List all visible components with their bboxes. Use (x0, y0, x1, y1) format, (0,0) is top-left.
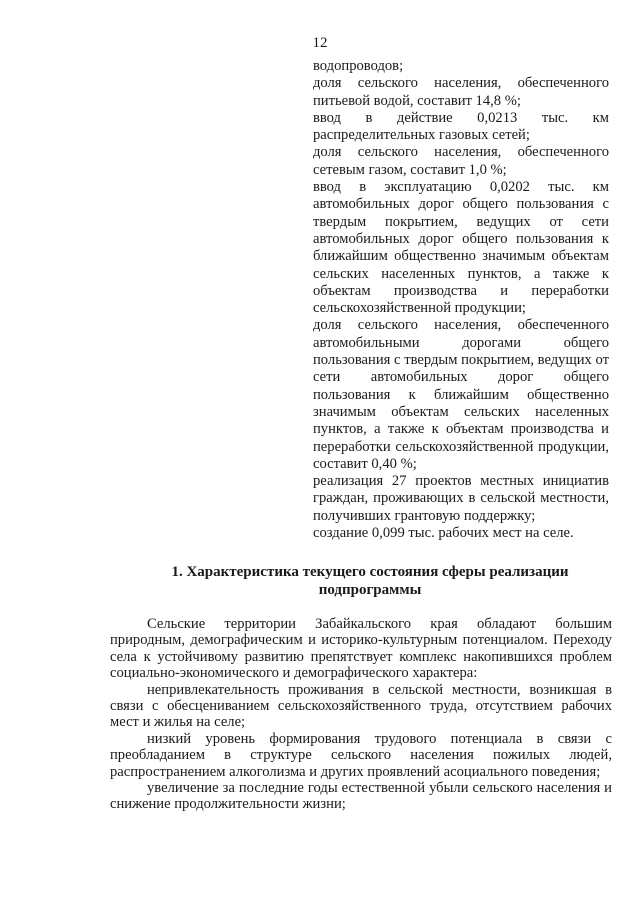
section-heading-line: 1. Характеристика текущего состояния сферы реализации (171, 564, 569, 580)
list-item: доля сельского населения, обеспеченного автомобильными дорогами общего пользования с твердым покрытием, ведущих от сети автомобильных дорог общего пользования к ближайшим общественно значимым объектам сельских населенных пунктов, а также к объектам производства и переработки сельскохозяйственной продукции, составит 0,40 %; (313, 317, 609, 472)
list-item: доля сельского населения, обеспеченного сетевым газом, составит 1,0 %; (313, 144, 609, 178)
list-item: создание 0,099 тыс. рабочих мест на селе. (313, 525, 574, 542)
body-paragraph: низкий уровень формирования трудового потенциала в связи с преобладанием в структуре сельского населения пожилых людей, распространением алкоголизма и других проявлений асоциального поведения; (110, 730, 612, 780)
body-paragraph: увеличение за последние годы естественной убыли сельского населения и снижение продолжительности жизни; (110, 780, 612, 813)
body-paragraph: непривлекательность проживания в сельской местности, возникшая в связи с обесцениванием сельскохозяйственного труда, отсутствием рабочих мест и жилья на селе; (110, 681, 612, 731)
page-number: 12 (312, 35, 328, 51)
section-heading (110, 563, 630, 599)
list-item: водопроводов; (313, 58, 404, 74)
list-item: доля сельского населения, обеспеченного питьевой водой, составит 14,8 %; (313, 75, 609, 109)
section-heading-line: подпрограммы (318, 582, 422, 598)
body-paragraph: Сельские территории Забайкальского края обладают большим природным, демографическим и историко-культурным потенциалом. Переходу села к устойчивому развитию препятствует комплекс накопившихся проблем социально-экономического и демографического характера: (110, 616, 612, 682)
indicators-list (313, 58, 609, 542)
list-item: ввод в действие 0,0213 тыс. км распределительных газовых сетей; (313, 109, 609, 144)
section-body (110, 616, 612, 813)
list-item: ввод в эксплуатацию 0,0202 тыс. км автомобильных дорог общего пользования с твердым покрытием, ведущих от сети автомобильных дорог общего пользования к ближайшим общественно значимым объектам сельских населенных пунктов, а также к объектам производства и переработки сельскохозяйственной продукции; (313, 179, 609, 317)
list-item: реализация 27 проектов местных инициатив граждан, проживающих в сельской местности, получивших грантовую поддержку; (313, 473, 609, 524)
